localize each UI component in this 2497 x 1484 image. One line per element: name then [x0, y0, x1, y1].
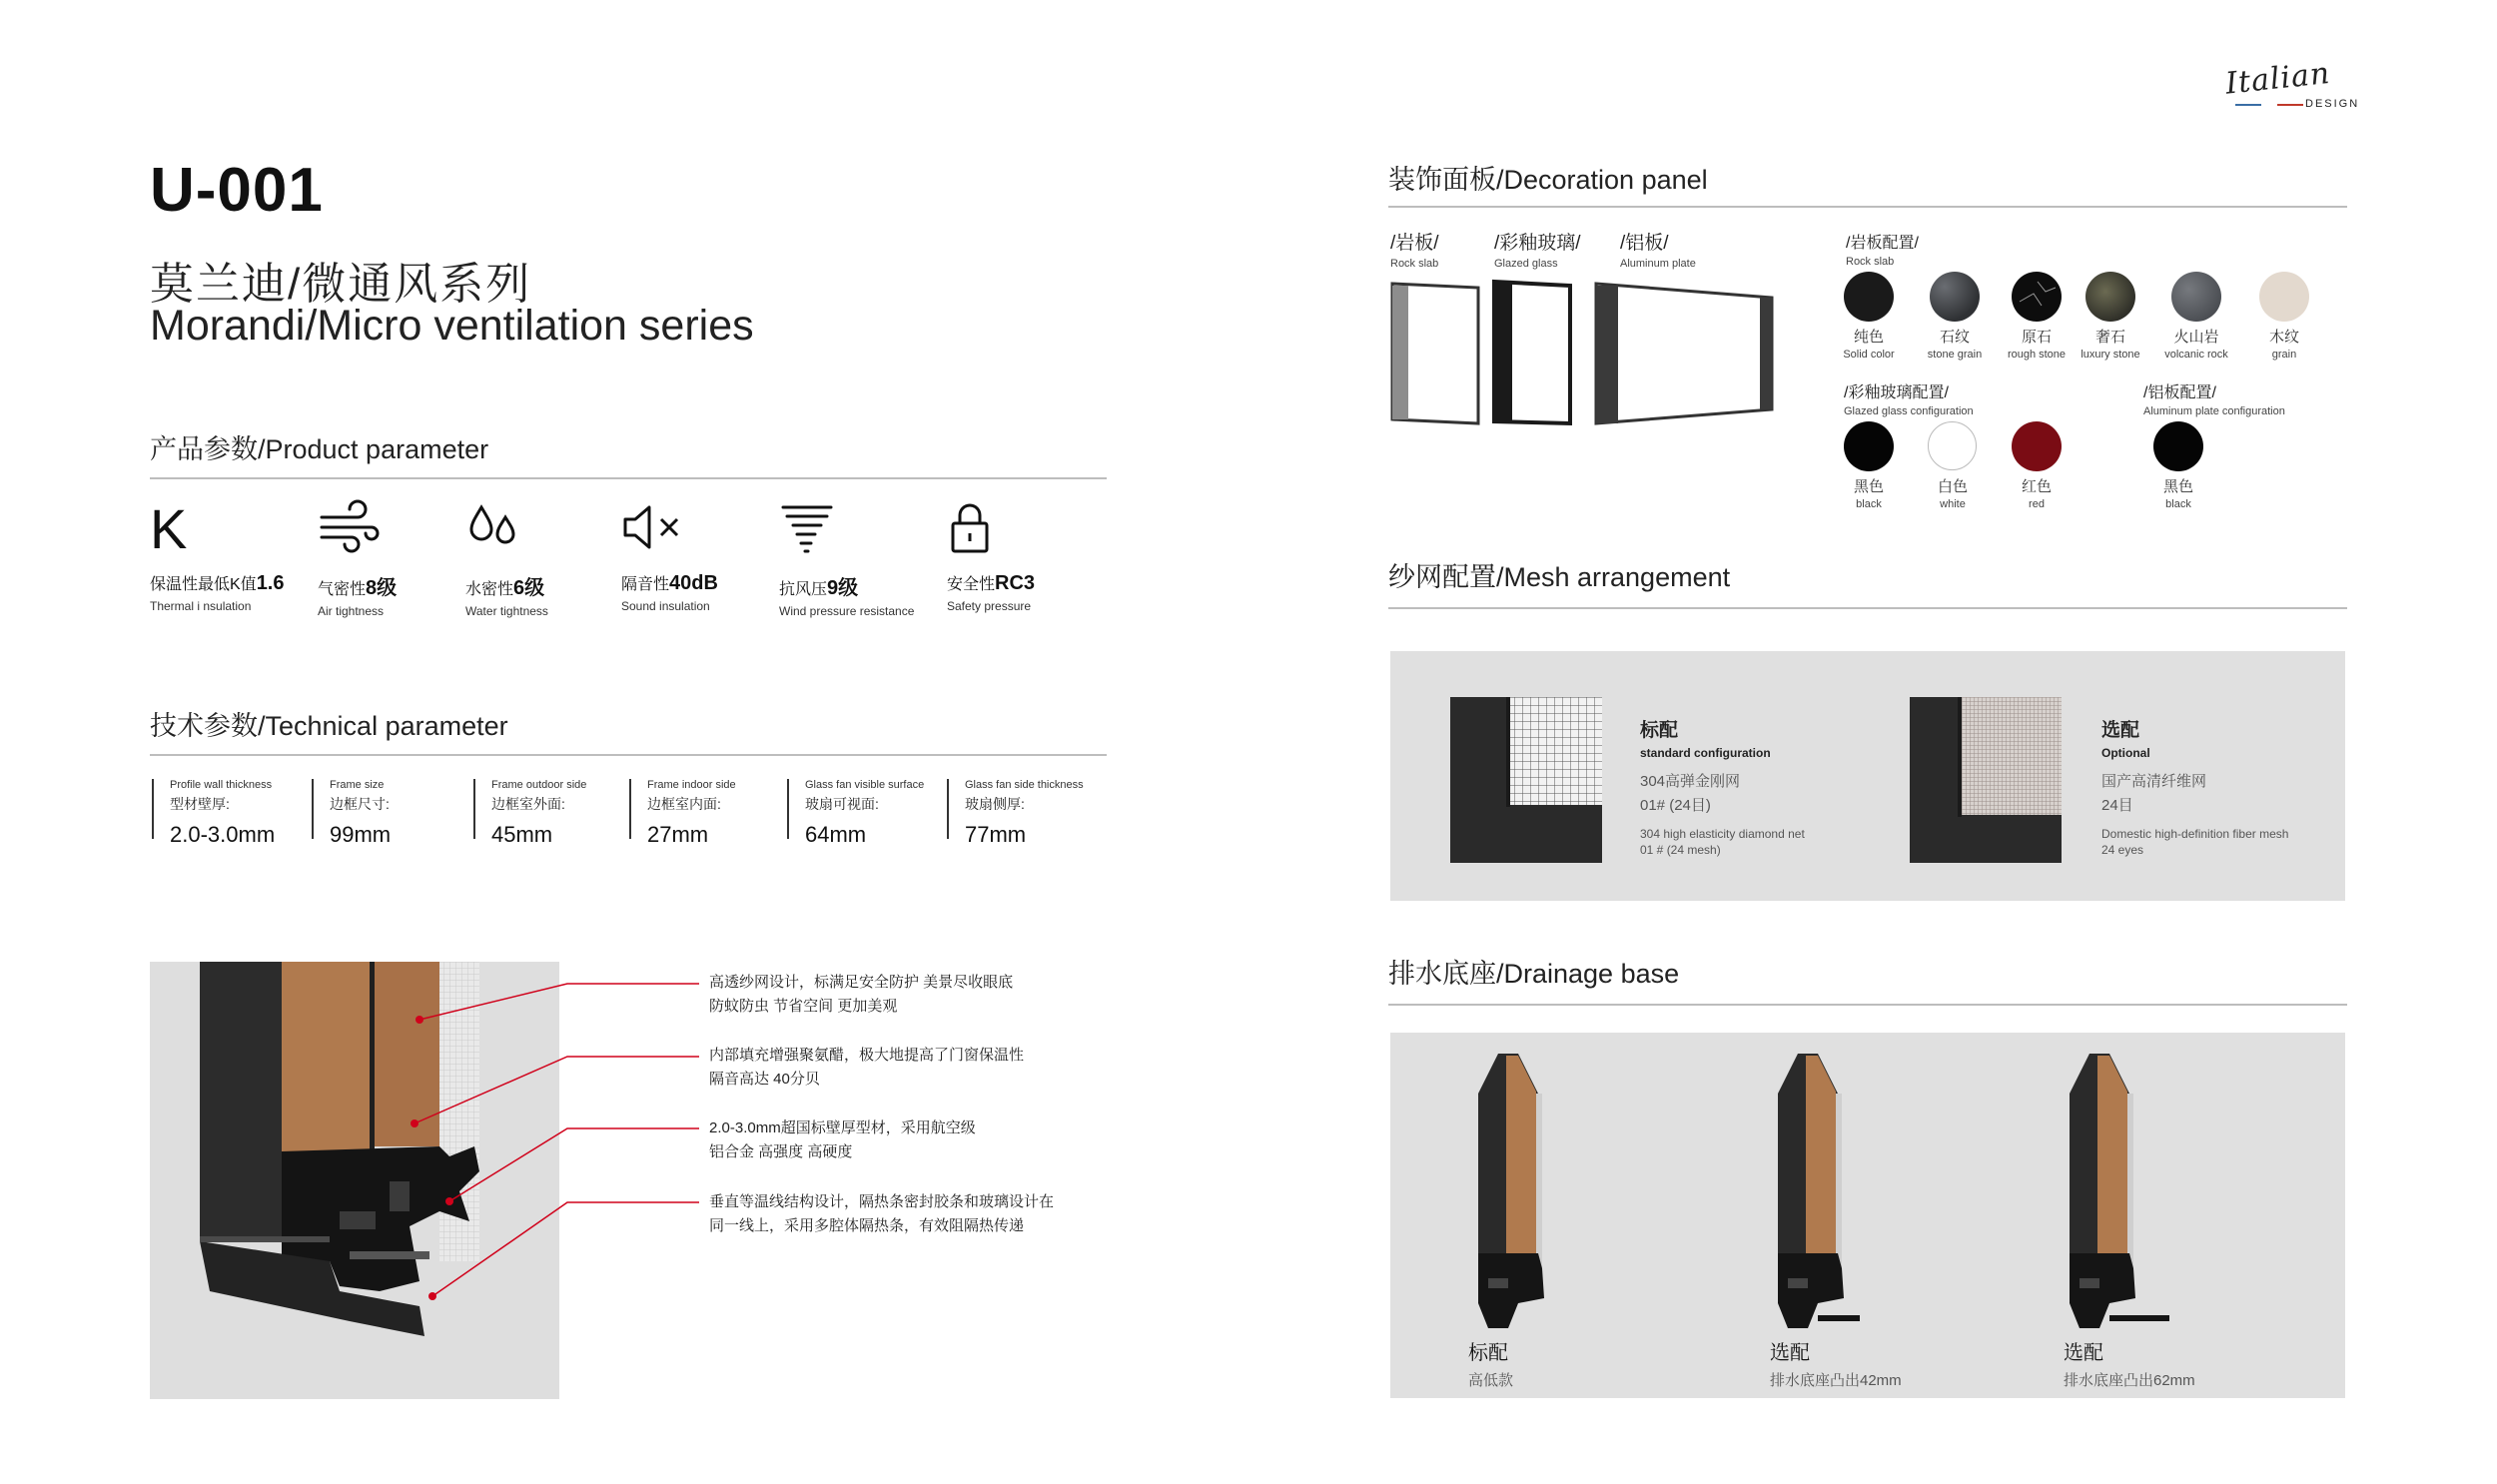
tech-label-en: Profile wall thickness [170, 779, 273, 791]
config-zh: /岩板配置/ [1846, 235, 1919, 252]
callout-mesh [709, 971, 1109, 1019]
param-value: 9级 [827, 577, 859, 599]
tech-label-zh: 型材壁厚: [170, 796, 230, 812]
mesh-subtitle: standard configuration [1640, 746, 1771, 760]
callout-line: 隔音高达 40分贝 [709, 1071, 820, 1088]
divider [1388, 206, 2347, 208]
swatch-red[interactable] [2012, 421, 2062, 471]
swatch-label-zh: 白色 [1937, 478, 1968, 495]
swatch-label [2118, 475, 2238, 510]
decoration-panel-title: 装饰面板/Decoration panel [1388, 165, 1708, 195]
callout-leader-lines [0, 0, 719, 1398]
mesh-line [1640, 770, 1805, 818]
tech-value: 64mm [805, 822, 867, 847]
param-label: 水密性 [465, 581, 514, 598]
aluminum-plate-config-title [2143, 379, 2285, 417]
tech-label-en: Glass fan visible surface [805, 779, 925, 791]
swatch-label-en: grain [2271, 349, 2297, 361]
config-en: Glazed glass configuration [1844, 405, 1974, 417]
tech-label-zh: 边框室外面: [491, 796, 565, 812]
glazed-glass-config-title [1844, 379, 1974, 417]
mesh-en-2: 01 # (24 mesh) [1640, 843, 1721, 857]
drainage-title: 选配 [2064, 1342, 2103, 1364]
swatch-white[interactable] [1928, 421, 1977, 470]
swatch-label-en: red [2029, 498, 2045, 510]
param-value: RC3 [995, 572, 1036, 594]
swatch-label [2224, 326, 2344, 361]
tech-label-en: Frame outdoor side [491, 779, 587, 791]
drainage-profile-62mm [2060, 1054, 2189, 1333]
divider [1388, 607, 2347, 609]
swatch-label-zh: 原石 [2021, 329, 2052, 346]
swatch-label-en: rough stone [2007, 349, 2067, 361]
tornado-icon [779, 499, 949, 559]
mesh-line-1: 国产高清纤维网 [2101, 773, 2207, 790]
series-title-en: Morandi/Micro ventilation series [150, 302, 754, 350]
swatch-label-zh: 纯色 [1853, 329, 1884, 346]
optional-mesh-text [2101, 715, 2288, 858]
swatch-label-en: stone grain [1927, 349, 1983, 361]
divider [1388, 1004, 2347, 1006]
swatch-rough-stone[interactable] [2012, 272, 2062, 322]
mesh-en-1: Domestic high-definition fiber mesh [2101, 827, 2289, 841]
swatch-label [1977, 475, 2096, 510]
mesh-title: 标配 [1640, 720, 1679, 741]
callout-line: 防蚊防虫 节省空间 更加美观 [709, 998, 898, 1015]
tech-label-en: Frame size [330, 779, 385, 791]
config-zh: /彩釉玻璃配置/ [1844, 384, 1949, 401]
rock-slab-config-title [1846, 230, 1919, 268]
panel-type-aluminum-plate [1620, 228, 1696, 270]
optional-mesh-image [1910, 697, 2062, 863]
param-label: 隔音性 [621, 576, 670, 593]
param-label: 抗风压 [779, 581, 828, 598]
drainage-desc: 排水底座凸出42mm [1770, 1372, 1902, 1389]
callout-line: 高透纱网设计，标满足安全防护 美景尽收眼底 [709, 974, 1014, 991]
drainage-label-62mm [2064, 1336, 2195, 1390]
swatch-label-zh: 木纹 [2268, 329, 2299, 346]
param-value: 1.6 [256, 572, 285, 594]
product-parameter-title: 产品参数/Product parameter [150, 434, 489, 464]
mesh-line-2: 24目 [2101, 797, 2133, 814]
panel-type-en: Rock slab [1390, 258, 1439, 270]
param-label-en: Safety pressure [947, 599, 1032, 613]
param-label: 保温性最低K值 [150, 576, 257, 593]
swatch-label-zh: 火山岩 [2173, 329, 2219, 346]
drainage-profile-42mm [1768, 1054, 1888, 1333]
panel-type-en: Aluminum plate [1620, 258, 1696, 270]
tech-value: 99mm [330, 822, 392, 847]
callout-line: 同一线上，采用多腔体隔热条，有效阻隔热传递 [709, 1217, 1025, 1234]
brand-sub: DESIGN [2305, 98, 2360, 110]
callout-line: 内部填充增强聚氨醋，极大地提高了门窗保温性 [709, 1047, 1025, 1064]
param-value: 8级 [366, 577, 398, 599]
tech-glass-visible [787, 779, 945, 847]
swatch-solid-color[interactable] [1844, 272, 1894, 322]
drainage-profile-standard [1468, 1054, 1568, 1333]
panel-type-en: Glazed glass [1494, 258, 1558, 270]
lock-icon [947, 499, 1117, 559]
drainage-desc: 高低款 [1468, 1372, 1514, 1389]
param-value: 6级 [513, 577, 545, 599]
swatch-stone-grain[interactable] [1930, 272, 1980, 322]
mesh-title: 选配 [2101, 720, 2140, 741]
tech-label-zh: 玻扇侧厚: [965, 796, 1025, 812]
brand-logo [2223, 55, 2360, 116]
drainage-label-standard [1468, 1336, 1513, 1390]
callout-line: 2.0-3.0mm超国标壁厚型材，采用航空级 [709, 1119, 976, 1136]
param-label-en: Air tightness [318, 604, 385, 618]
config-zh: /铝板配置/ [2143, 384, 2216, 401]
swatch-label-en: Solid color [1843, 349, 1895, 361]
series-title-zh: 莫兰迪/微通风系列 [150, 260, 532, 309]
k-letter-icon: K [150, 497, 188, 560]
swatch-black[interactable] [2153, 421, 2203, 471]
param-label: 气密性 [318, 581, 367, 598]
panel-type-zh: /岩板/ [1390, 233, 1439, 254]
panel-type-zh: /铝板/ [1620, 233, 1669, 254]
param-label-en: Wind pressure resistance [779, 604, 915, 618]
param-label-en: Sound insulation [621, 599, 710, 613]
drainage-title: 标配 [1468, 1342, 1508, 1364]
drainage-base-title: 排水底座/Drainage base [1388, 959, 1680, 989]
callout-isotherm [709, 1190, 1109, 1238]
panel-type-glazed-glass [1494, 228, 1581, 270]
param-value: 40dB [669, 572, 718, 594]
standard-mesh-image [1450, 697, 1602, 863]
mesh-en [2101, 826, 2288, 858]
mesh-en-1: 304 high elasticity diamond net [1640, 827, 1805, 841]
tech-glass-side [947, 779, 1105, 847]
mesh-line [2101, 770, 2288, 818]
brand-script: Italian [2223, 55, 2332, 102]
tech-label-zh: 边框尺寸: [330, 796, 390, 812]
param-safety [947, 499, 1117, 613]
model-title: U-001 [150, 156, 324, 225]
tech-value: 2.0-3.0mm [170, 822, 276, 847]
callout-insulation [709, 1044, 1109, 1092]
swatch-label-en: black [2165, 498, 2191, 510]
swatch-label-zh: 黑色 [2162, 478, 2193, 495]
param-label: 安全性 [947, 576, 996, 593]
swatch-label-en: volcanic rock [2164, 349, 2228, 361]
drainage-title: 选配 [1770, 1342, 1810, 1364]
param-label-en: Water tightness [465, 604, 548, 618]
tech-value: 77mm [965, 822, 1027, 847]
swatch-label-en: luxury stone [2081, 349, 2140, 361]
swatch-label-zh: 红色 [2021, 478, 2052, 495]
brand-accent-red [2277, 104, 2303, 106]
mesh-subtitle: Optional [2101, 746, 2150, 760]
mesh-en-2: 24 eyes [2101, 843, 2144, 857]
tech-label-en: Frame indoor side [647, 779, 736, 791]
param-label-en: Thermal i nsulation [150, 599, 252, 613]
swatch-label-en: black [1856, 498, 1882, 510]
callout-line: 垂直等温线结构设计，隔热条密封胶条和玻璃设计在 [709, 1193, 1055, 1210]
panel-type-rock-slab [1390, 228, 1439, 270]
drainage-desc: 排水底座凸出62mm [2064, 1372, 2195, 1389]
callout-profile [709, 1116, 1109, 1164]
swatch-black[interactable] [1844, 421, 1894, 471]
tech-label-zh: 玻扇可视面: [805, 796, 879, 812]
tech-label-en: Glass fan side thickness [965, 779, 1084, 791]
mesh-arrangement-title: 纱网配置/Mesh arrangement [1388, 562, 1731, 592]
tech-label-zh: 边框室内面: [647, 796, 721, 812]
callout-line: 铝合金 高强度 高硬度 [709, 1143, 853, 1160]
drainage-label-42mm [1770, 1336, 1902, 1390]
panel-type-zh: /彩釉玻璃/ [1494, 233, 1581, 254]
brand-accent-blue [2235, 104, 2261, 106]
swatch-wood-grain[interactable] [2259, 272, 2309, 322]
mesh-line-2: 01# (24目) [1640, 797, 1711, 814]
swatch-volcanic-rock[interactable] [2171, 272, 2221, 322]
standard-mesh-text [1640, 715, 1805, 858]
panel-illustrations [1390, 278, 1790, 427]
swatch-label-zh: 奢石 [2094, 329, 2125, 346]
tech-value: 27mm [647, 822, 709, 847]
config-en: Rock slab [1846, 256, 1895, 268]
swatch-label-zh: 黑色 [1853, 478, 1884, 495]
technical-parameter-title: 技术参数/Technical parameter [150, 711, 508, 741]
mesh-line-1: 304高弹金刚网 [1640, 773, 1741, 790]
swatch-label-en: white [1940, 498, 1966, 510]
config-en: Aluminum plate configuration [2143, 405, 2285, 417]
tech-value: 45mm [491, 822, 553, 847]
mesh-en [1640, 826, 1805, 858]
param-wind [779, 499, 949, 618]
swatch-luxury-stone[interactable] [2085, 272, 2135, 322]
swatch-label-zh: 石纹 [1939, 329, 1970, 346]
